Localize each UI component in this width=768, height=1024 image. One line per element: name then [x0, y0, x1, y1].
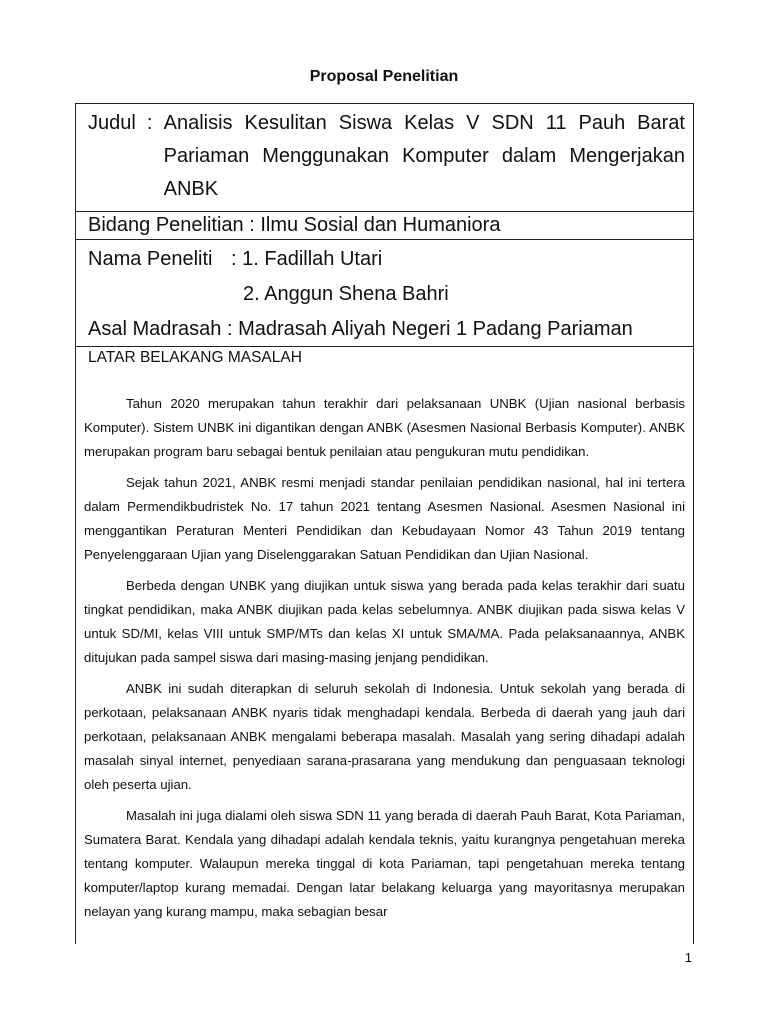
- judul-row: [76, 104, 693, 212]
- document-title: Proposal Penelitian: [309, 68, 459, 85]
- judul-line: ANBK: [163, 178, 219, 200]
- judul-line: Pariaman Menggunakan Komputer dalam Mengerjakan: [163, 145, 685, 167]
- asal-madrasah: Asal Madrasah : Madrasah Aliyah Negeri 1 Padang Pariaman: [88, 318, 633, 340]
- peneliti-line: [88, 242, 681, 277]
- body-text: [76, 392, 693, 924]
- paragraph: Sejak tahun 2021, ANBK resmi menjadi standar penilaian pendidikan nasional, hal ini tertera dalam Permendikbudristek No. 17 tahun 2021 tentang Asesmen Nasional. Asesmen Nasional ini menggantikan Peraturan Menteri Pendidikan dan Kebudayaan Nomor 43 Tahun 2019 tentang Penyelenggaraan Ujian yang Diselenggarakan Satuan Pendidikan dan Ujian Nasional.: [84, 475, 685, 562]
- identity-row: [76, 240, 693, 347]
- peneliti-2: 2. Anggun Shena Bahri: [243, 283, 449, 305]
- page-number: 1: [684, 950, 692, 965]
- paragraph: Masalah ini juga dialami oleh siswa SDN 11 yang berada di daerah Pauh Barat, Kota Pariaman, Sumatera Barat. Kendala yang dihadapi adalah kendala teknis, yaitu kurangnya pengetahuan mereka tentang komputer. Walaupun mereka tinggal di kota Pariaman, tapi pengetahuan mereka tentang komputer/laptop kurang memadai. Dengan latar belakang keluarga yang mayoritasnya merupakan nelayan yang kurang mampu, maka sebagian besar: [84, 808, 685, 919]
- paragraph: Tahun 2020 merupakan tahun terakhir dari pelaksanaan UNBK (Ujian nasional berbasis Komputer). Sistem UNBK ini digantikan dengan ANBK (Asesmen Nasional Berbasis Komputer). ANBK merupakan program baru sebagai bentuk penilaian atau pengukuran mutu pendidikan.: [84, 396, 685, 459]
- bidang-row: Bidang Penelitian : Ilmu Sosial dan Humaniora: [76, 212, 693, 240]
- paragraph: ANBK ini sudah diterapkan di seluruh sekolah di Indonesia. Untuk sekolah yang berada di perkotaan, pelaksanaan ANBK nyaris tidak menghadapi kendala. Berbeda di daerah yang jauh dari perkotaan, pelaksanaan ANBK mengalami beberapa masalah. Masalah yang sering dihadapi adalah masalah sinyal internet, penyediaan sarana-prasarana yang mendukung dan penguasaan teknologi oleh peserta ujian.: [84, 681, 685, 792]
- peneliti-1: : 1. Fadillah Utari: [231, 248, 383, 270]
- nama-peneliti-label: Nama Peneliti: [88, 248, 213, 270]
- paragraph: Berbeda dengan UNBK yang diujikan untuk siswa yang berada pada kelas terakhir dari suatu tingkat pendidikan, maka ANBK diujikan pada kelas sebelumnya. ANBK diujikan pada siswa kelas V untuk SD/MI, kelas VIII untuk SMP/MTs dan kelas XI untuk SMA/MA. Pada pelaksanaannya, ANBK ditujukan pada sampel siswa dari masing-masing jenjang pendidikan.: [84, 578, 685, 665]
- section-heading: LATAR BELAKANG MASALAH: [88, 349, 302, 366]
- judul-line: Analisis Kesulitan Siswa Kelas V SDN 11 Pauh Barat: [163, 112, 685, 134]
- proposal-table: [75, 103, 694, 944]
- judul-value: [164, 107, 685, 211]
- judul-label: Judul :: [88, 112, 164, 134]
